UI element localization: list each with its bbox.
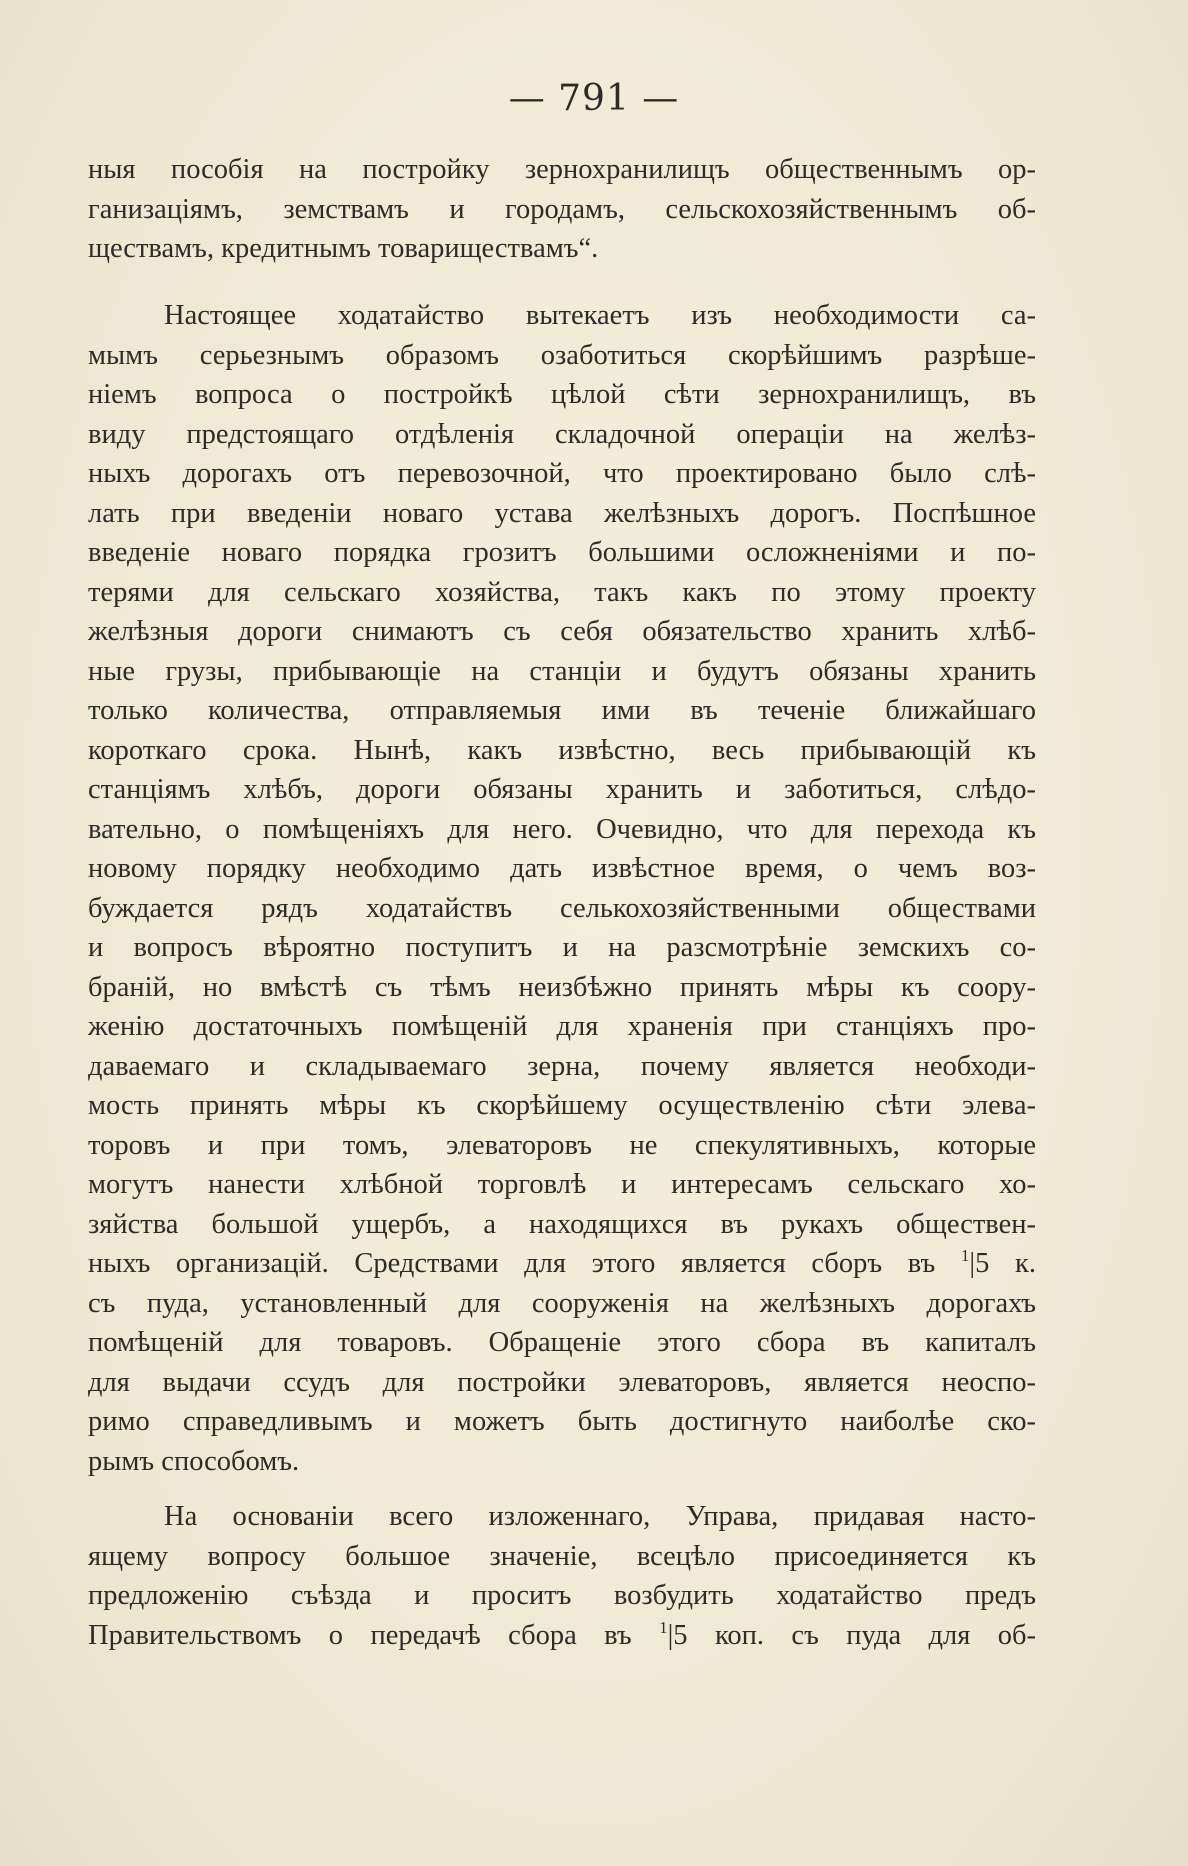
text-line: съ пуда, установленный для сооруженія на желѣзныхъ дорогахъ	[88, 1287, 1036, 1319]
text-line-with-fraction	[88, 1616, 1036, 1656]
text-line: ныхъ дорогахъ отъ перевозочной, что проектировано было слѣ-	[88, 458, 1036, 489]
text-line: мость принять мѣры къ скорѣйшему осуществленію сѣти элева-	[88, 1090, 1036, 1121]
text-line: короткаго срока. Нынѣ, какъ извѣстно, весь прибывающій къ	[88, 734, 1036, 766]
text-line-with-fraction	[88, 1244, 1036, 1284]
text-segment: коп. съ пуда для об-	[687, 1619, 1036, 1651]
text-line: ящему вопросу большое значеніе, всецѣло присоединяется къ	[88, 1540, 1036, 1572]
text-line: буждается рядъ ходатайствъ селькохозяйственными обществами	[88, 892, 1036, 924]
text-line: мымъ серьезнымъ образомъ озаботиться скорѣйшимъ разрѣше-	[88, 339, 1036, 371]
text-line: терями для сельскаго хозяйства, такъ какъ по этому проекту	[88, 576, 1036, 608]
text-line: женію достаточныхъ помѣщеній для храненія при станціяхъ про-	[88, 1011, 1036, 1042]
text-line: браній, но вмѣстѣ съ тѣмъ неизбѣжно принять мѣры къ соору-	[88, 971, 1036, 1003]
paragraph-2	[88, 296, 1036, 1481]
text-line: На основаніи всего изложеннаго, Управа, придавая насто-	[164, 1501, 1036, 1532]
text-line: торовъ и при томъ, элеваторовъ не спекулятивныхъ, которые	[88, 1129, 1036, 1161]
text-line: станціямъ хлѣбъ, дороги обязаны хранить и заботиться, слѣдо-	[88, 774, 1036, 805]
text-line: ныя пособія на постройку зернохранилищъ общественнымъ ор-	[88, 154, 1036, 185]
text-line: и вопросъ вѣроятно поступитъ и на разсмотрѣніе земскихъ со-	[88, 932, 1036, 963]
text-line: ганизаціямъ, земствамъ и городамъ, сельскохозяйственнымъ об-	[88, 193, 1036, 225]
text-line: лать при введеніи новаго устава желѣзныхъ дорогъ. Поспѣшное	[88, 497, 1036, 529]
page-number: — 791 —	[508, 78, 680, 119]
text-line: ніемъ вопроса о постройкѣ цѣлой сѣти зернохранилищъ, въ	[88, 379, 1036, 410]
text-segment: Правительствомъ о передачѣ сбора въ	[88, 1619, 660, 1651]
text-line: желѣзныя дороги снимаютъ съ себя обязательство хранить хлѣб-	[88, 616, 1036, 647]
text-line: предложенію съѣзда и проситъ возбудить ходатайство предъ	[88, 1580, 1036, 1611]
text-line: Настоящее ходатайство вытекаетъ изъ необходимости са-	[164, 300, 1036, 331]
text-segment: ныхъ организацій. Средствами для этого является сборъ въ	[88, 1248, 961, 1279]
paragraph-3	[88, 1497, 1036, 1655]
text-line: только количества, отправляемыя ими въ теченіе ближайшаго	[88, 695, 1036, 726]
text-line: новому порядку необходимо дать извѣстное время, о чемъ воз-	[88, 853, 1036, 884]
text-line: рымъ способомъ.	[88, 1445, 300, 1477]
text-line: римо справедливымъ и можетъ быть достигнуто наиболѣе ско-	[88, 1406, 1036, 1437]
text-line: ные грузы, прибывающіе на станціи и будутъ обязаны хранить	[88, 655, 1036, 687]
fraction-denominator: |5 к.	[969, 1248, 1036, 1279]
fraction-numerator: 1	[659, 1617, 668, 1637]
text-line: для выдачи ссудъ для постройки элеваторовъ, является неоспо-	[88, 1366, 1036, 1398]
text-line: могутъ нанести хлѣбной торговлѣ и интересамъ сельскаго хо-	[88, 1169, 1036, 1200]
fraction-denominator: |5	[667, 1619, 688, 1651]
text-line: даваемаго и складываемаго зерна, почему является необходи-	[88, 1050, 1036, 1082]
fraction-numerator: 1	[960, 1246, 970, 1265]
text-line: ществамъ, кредитнымъ товариществамъ“.	[88, 233, 599, 264]
text-line: введеніе новаго порядка грозитъ большими осложненіями и по-	[88, 537, 1036, 568]
text-line: зяйства большой ущербъ, а находящихся въ рукахъ обществен-	[88, 1208, 1036, 1240]
text-line: помѣщеній для товаровъ. Обращеніе этого сбора въ капиталъ	[88, 1327, 1036, 1358]
text-line: вательно, о помѣщеніяхъ для него. Очевидно, что для перехода къ	[88, 813, 1036, 845]
text-line: виду предстоящаго отдѣленія складочной операціи на желѣз-	[88, 418, 1036, 450]
paragraph-1	[88, 150, 1036, 269]
